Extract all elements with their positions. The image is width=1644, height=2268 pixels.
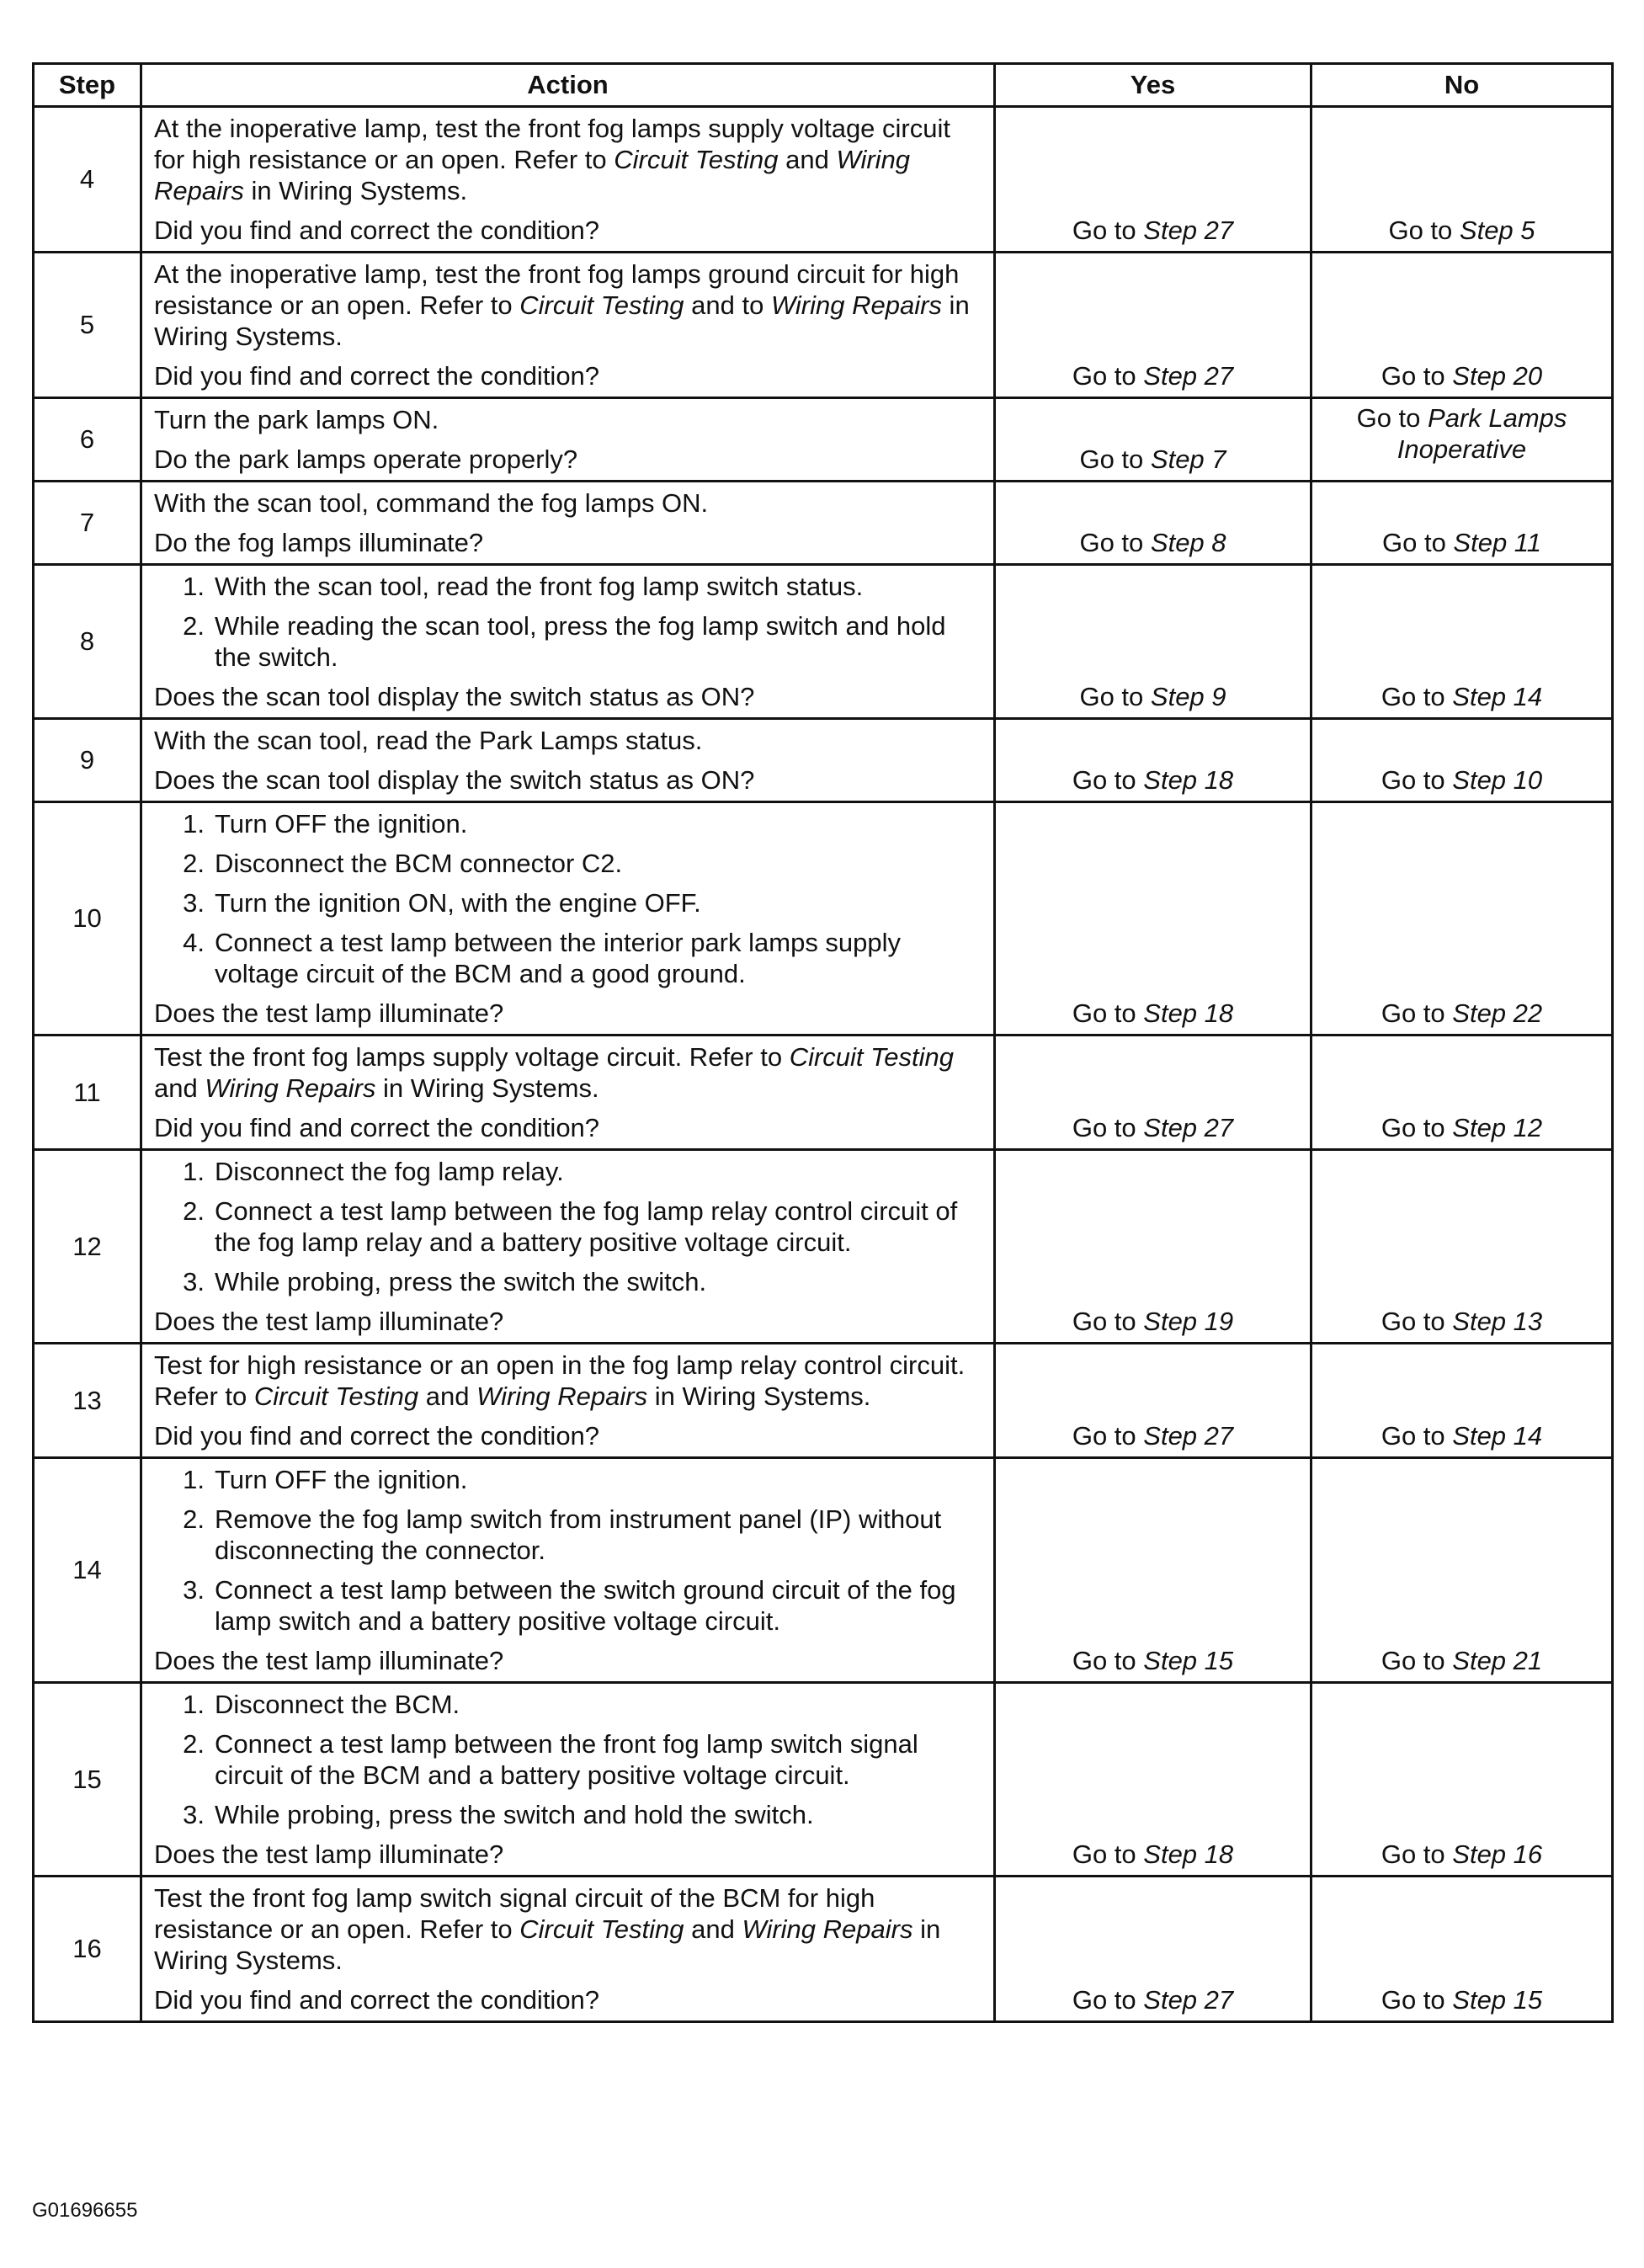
header-row (34, 64, 1613, 107)
text-run: in Wiring Systems. (375, 1073, 599, 1103)
yes-result (995, 253, 1311, 398)
text-run: At the inoperative lamp, test the front fog lamps supply voltage circuit for high resistance or an open. Refer to (154, 114, 950, 174)
diagnostic-table-sheet (32, 62, 1611, 2023)
list-text (215, 1799, 983, 1830)
table-body (34, 107, 1613, 2022)
list-text (215, 808, 983, 839)
text-run: in Wiring Systems. (154, 1914, 941, 1975)
action-cell (141, 1877, 995, 2022)
text-run: Connect a test lamp between the fog lamp relay control circuit of the fog lamp relay and a battery positive voltage circuit. (215, 1196, 958, 1257)
list-number: 2. (183, 1729, 205, 1759)
figure-id: G01696655 (32, 2199, 138, 2222)
no-result (1311, 802, 1613, 1036)
italic-reference: Step 27 (1143, 361, 1234, 391)
yes-result (995, 1344, 1311, 1458)
step-number: 11 (34, 1036, 141, 1150)
step-number: 4 (34, 107, 141, 253)
action-cell (141, 398, 995, 482)
action-cell (141, 1683, 995, 1877)
table-row (34, 1036, 1613, 1150)
text-run: Go to (1079, 528, 1151, 557)
text-run: Disconnect the BCM. (215, 1690, 460, 1719)
text-run: Go to (1079, 682, 1151, 711)
table-row (34, 1458, 1613, 1683)
table-row (34, 1344, 1613, 1458)
list-text (215, 1504, 983, 1566)
text-run: With the scan tool, command the fog lamps ON. (154, 488, 709, 518)
italic-reference: Step 19 (1143, 1307, 1234, 1336)
text-run: Go to (1072, 765, 1144, 795)
text-run: and to (684, 290, 771, 320)
text-run: Go to (1381, 1839, 1453, 1869)
list-number: 1. (183, 1465, 205, 1494)
action-paragraph (154, 487, 983, 519)
text-run: Turn the ignition ON, with the engine OFF. (215, 888, 701, 918)
action-question: Do the park lamps operate properly? (154, 445, 578, 474)
text-run: Go to (1072, 1985, 1144, 2015)
list-text (215, 1195, 983, 1258)
table-row (34, 253, 1613, 398)
text-run: and (778, 145, 837, 174)
italic-reference: Step 18 (1143, 765, 1234, 795)
italic-reference: Wiring Repairs (154, 145, 911, 205)
italic-reference: Step 13 (1452, 1307, 1543, 1336)
yes-result (995, 719, 1311, 802)
list-number: 4. (183, 928, 205, 957)
text-run: Go to (1381, 361, 1453, 391)
yes-result (995, 1458, 1311, 1683)
action-cell (141, 1150, 995, 1344)
italic-reference: Circuit Testing (614, 145, 779, 174)
no-result (1311, 1344, 1613, 1458)
no-result (1311, 1683, 1613, 1877)
text-run: Connect a test lamp between the switch ground circuit of the fog lamp switch and a battery positive voltage circuit. (215, 1575, 956, 1636)
text-run: Test for high resistance or an open in the fog lamp relay control circuit. Refer to (154, 1350, 966, 1411)
action-list-item (154, 927, 983, 989)
table-row (34, 719, 1613, 802)
yes-result (995, 398, 1311, 482)
italic-reference: Step 18 (1143, 998, 1234, 1028)
action-paragraph (154, 404, 983, 435)
italic-reference: Step 7 (1150, 445, 1226, 474)
no-result (1311, 719, 1613, 802)
text-run: Disconnect the BCM connector C2. (215, 849, 623, 878)
text-run: Go to (1072, 361, 1144, 391)
text-run: Go to (1381, 1421, 1453, 1451)
text-run: in Wiring Systems. (243, 176, 468, 205)
action-list-item (154, 1728, 983, 1791)
no-result (1311, 1877, 1613, 2022)
text-run: At the inoperative lamp, test the front fog lamps ground circuit for high resistance or an open. Refer to (154, 259, 960, 320)
text-run: Go to (1356, 403, 1429, 433)
header-yes: Yes (995, 64, 1311, 107)
action-cell (141, 565, 995, 719)
italic-reference: Circuit Testing (253, 1382, 419, 1411)
text-run: Turn OFF the ignition. (215, 809, 468, 839)
yes-result (995, 565, 1311, 719)
italic-reference: Step 27 (1143, 216, 1234, 245)
list-text (215, 1464, 983, 1495)
list-number: 2. (183, 611, 205, 641)
step-number: 10 (34, 802, 141, 1036)
italic-reference: Wiring Repairs (476, 1382, 648, 1411)
list-number: 1. (183, 1690, 205, 1719)
no-result (1311, 565, 1613, 719)
action-question: Does the test lamp illuminate? (154, 1646, 504, 1675)
list-text (215, 1689, 983, 1720)
list-text (215, 1728, 983, 1791)
italic-reference: Step 14 (1452, 1421, 1543, 1451)
action-list-item (154, 1266, 983, 1297)
action-paragraph (154, 1350, 983, 1412)
table-row (34, 1150, 1613, 1344)
text-run: Go to (1381, 528, 1454, 557)
no-result (1311, 253, 1613, 398)
list-text (215, 1156, 983, 1187)
table-row (34, 1683, 1613, 1877)
action-list-item (154, 1689, 983, 1720)
text-run: and (154, 1073, 205, 1103)
action-question: Did you find and correct the condition? (154, 1985, 600, 2015)
action-question: Does the test lamp illuminate? (154, 1307, 504, 1336)
text-run: Connect a test lamp between the front fog lamp switch signal circuit of the BCM and a battery positive voltage circuit. (215, 1729, 918, 1790)
text-run: Go to (1072, 1307, 1144, 1336)
italic-reference: Step 8 (1150, 528, 1226, 557)
action-cell (141, 1036, 995, 1150)
yes-result (995, 802, 1311, 1036)
italic-reference: Step 22 (1452, 998, 1543, 1028)
text-run: Go to (1381, 1646, 1453, 1675)
italic-reference: Step 15 (1452, 1985, 1543, 2015)
header-action: Action (141, 64, 995, 107)
text-run: Go to (1381, 765, 1453, 795)
action-question: Did you find and correct the condition? (154, 361, 600, 391)
step-number: 12 (34, 1150, 141, 1344)
italic-reference: Step 5 (1459, 216, 1535, 245)
text-run: Go to (1381, 682, 1453, 711)
table-row (34, 565, 1613, 719)
text-run: and (684, 1914, 742, 1944)
step-number: 14 (34, 1458, 141, 1683)
text-run: Go to (1072, 1113, 1144, 1142)
action-list-item (154, 1799, 983, 1830)
list-number: 3. (183, 1267, 205, 1296)
list-number: 1. (183, 572, 205, 601)
text-run: Go to (1381, 1985, 1453, 2015)
step-number: 9 (34, 719, 141, 802)
italic-reference: Circuit Testing (519, 290, 684, 320)
yes-result (995, 107, 1311, 253)
text-run: Test the front fog lamp switch signal circuit of the BCM for high resistance or an open. Refer to (154, 1883, 875, 1944)
italic-reference: Step 27 (1143, 1421, 1234, 1451)
italic-reference: Step 18 (1143, 1839, 1234, 1869)
text-run: With the scan tool, read the Park Lamps status. (154, 726, 703, 755)
no-result (1311, 1036, 1613, 1150)
header-step: Step (34, 64, 141, 107)
action-list-item (154, 808, 983, 839)
diagnostic-table (32, 62, 1614, 2023)
action-paragraph (154, 725, 983, 756)
text-run: Disconnect the fog lamp relay. (215, 1157, 564, 1186)
action-paragraph (154, 1882, 983, 1976)
no-result (1311, 1458, 1613, 1683)
step-number: 13 (34, 1344, 141, 1458)
table-row (34, 107, 1613, 253)
action-cell (141, 107, 995, 253)
italic-reference: Step 20 (1452, 361, 1543, 391)
list-text (215, 927, 983, 989)
text-run: Go to (1072, 998, 1144, 1028)
step-number: 5 (34, 253, 141, 398)
italic-reference: Wiring Repairs (742, 1914, 913, 1944)
action-question: Did you find and correct the condition? (154, 1113, 600, 1142)
list-number: 3. (183, 888, 205, 918)
action-cell (141, 802, 995, 1036)
step-number: 16 (34, 1877, 141, 2022)
action-question: Does the test lamp illuminate? (154, 998, 504, 1028)
action-question: Did you find and correct the condition? (154, 216, 600, 245)
action-list-item (154, 887, 983, 918)
list-text (215, 610, 983, 673)
action-paragraph (154, 1041, 983, 1104)
table-row (34, 398, 1613, 482)
no-result (1311, 107, 1613, 253)
italic-reference: Step 11 (1453, 528, 1541, 557)
action-list-item (154, 571, 983, 602)
step-number: 8 (34, 565, 141, 719)
header-no: No (1311, 64, 1613, 107)
italic-reference: Step 15 (1143, 1646, 1234, 1675)
action-question: Did you find and correct the condition? (154, 1421, 600, 1451)
action-question: Does the scan tool display the switch status as ON? (154, 682, 755, 711)
action-list-item (154, 1464, 983, 1495)
text-run: Go to (1381, 1113, 1453, 1142)
list-text (215, 1574, 983, 1637)
table-row (34, 482, 1613, 565)
italic-reference: Step 27 (1143, 1985, 1234, 2015)
action-list-item (154, 848, 983, 879)
action-question: Do the fog lamps illuminate? (154, 528, 484, 557)
list-text (215, 571, 983, 602)
text-run: in Wiring Systems. (647, 1382, 871, 1411)
text-run: While reading the scan tool, press the fog lamp switch and hold the switch. (215, 611, 946, 672)
action-cell (141, 1458, 995, 1683)
list-number: 2. (183, 1196, 205, 1226)
text-run: Go to (1072, 1839, 1144, 1869)
text-run: While probing, press the switch and hold the switch. (215, 1800, 814, 1829)
text-run: Go to (1072, 216, 1144, 245)
text-run: Go to (1388, 216, 1460, 245)
action-list-item (154, 610, 983, 673)
table-row (34, 802, 1613, 1036)
italic-reference: Step 27 (1143, 1113, 1234, 1142)
list-text (215, 1266, 983, 1297)
action-cell (141, 719, 995, 802)
list-text (215, 848, 983, 879)
text-run: and (418, 1382, 477, 1411)
list-text (215, 887, 983, 918)
no-result (1311, 482, 1613, 565)
italic-reference: Step 21 (1452, 1646, 1543, 1675)
list-number: 2. (183, 1504, 205, 1534)
table-row (34, 1877, 1613, 2022)
action-list-item (154, 1156, 983, 1187)
italic-reference: Step 16 (1452, 1839, 1543, 1869)
no-result (1311, 1150, 1613, 1344)
italic-reference: Step 14 (1452, 682, 1543, 711)
action-question: Does the test lamp illuminate? (154, 1839, 504, 1869)
text-run: Test the front fog lamps supply voltage circuit. Refer to (154, 1042, 790, 1072)
italic-reference: Wiring Repairs (770, 290, 942, 320)
text-run: Go to (1079, 445, 1151, 474)
step-number: 15 (34, 1683, 141, 1877)
action-cell (141, 253, 995, 398)
text-run: Go to (1381, 1307, 1453, 1336)
yes-result (995, 1036, 1311, 1150)
italic-reference: Step 9 (1150, 682, 1226, 711)
step-number: 6 (34, 398, 141, 482)
text-run: Go to (1072, 1421, 1144, 1451)
list-number: 3. (183, 1575, 205, 1605)
action-list-item (154, 1574, 983, 1637)
list-number: 3. (183, 1800, 205, 1829)
italic-reference: Park Lamps Inoperative (1397, 403, 1567, 464)
list-number: 2. (183, 849, 205, 878)
no-result (1311, 398, 1613, 482)
list-number: 1. (183, 1157, 205, 1186)
yes-result (995, 482, 1311, 565)
text-run: Connect a test lamp between the interior park lamps supply voltage circuit of the BCM and a good ground. (215, 928, 902, 988)
yes-result (995, 1150, 1311, 1344)
action-paragraph (154, 113, 983, 206)
action-paragraph (154, 258, 983, 352)
text-run: in Wiring Systems. (154, 290, 970, 351)
list-number: 1. (183, 809, 205, 839)
italic-reference: Wiring Repairs (205, 1073, 376, 1103)
action-cell (141, 1344, 995, 1458)
italic-reference: Step 10 (1452, 765, 1543, 795)
text-run: Remove the fog lamp switch from instrument panel (IP) without disconnecting the connector. (215, 1504, 942, 1565)
text-run: With the scan tool, read the front fog lamp switch status. (215, 572, 864, 601)
text-run: While probing, press the switch the switch. (215, 1267, 707, 1296)
text-run: Turn OFF the ignition. (215, 1465, 468, 1494)
action-list-item (154, 1504, 983, 1566)
italic-reference: Step 12 (1452, 1113, 1543, 1142)
text-run: Go to (1381, 998, 1453, 1028)
yes-result (995, 1683, 1311, 1877)
text-run: Turn the park lamps ON. (154, 405, 439, 434)
italic-reference: Circuit Testing (789, 1042, 954, 1072)
step-number: 7 (34, 482, 141, 565)
action-cell (141, 482, 995, 565)
action-list-item (154, 1195, 983, 1258)
text-run: Go to (1072, 1646, 1144, 1675)
action-question: Does the scan tool display the switch status as ON? (154, 765, 755, 795)
italic-reference: Circuit Testing (519, 1914, 684, 1944)
yes-result (995, 1877, 1311, 2022)
